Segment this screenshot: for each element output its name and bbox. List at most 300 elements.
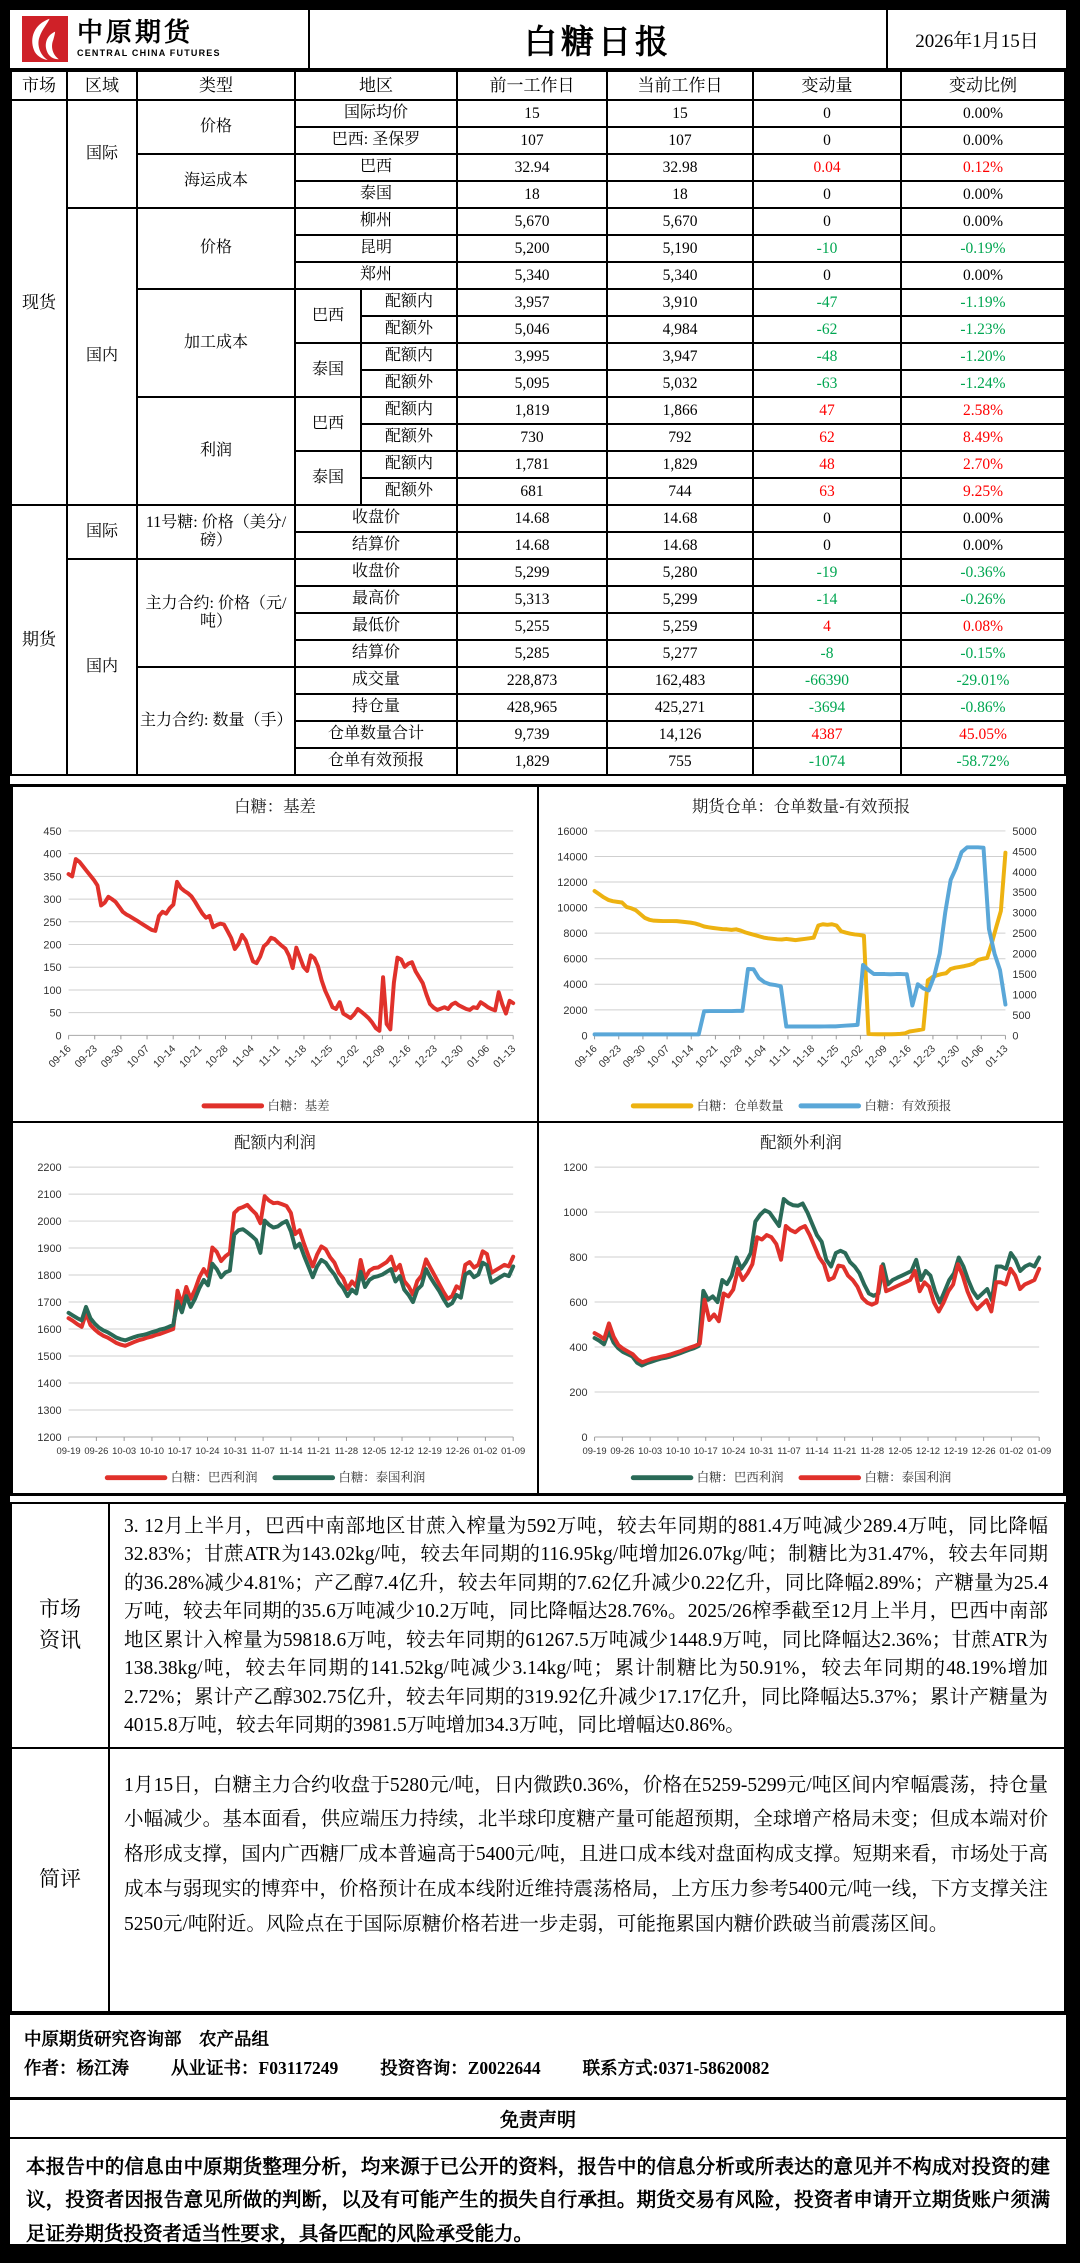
table-label-cell: 主力合约: 价格（元/吨） [137, 559, 295, 667]
svg-text:10-03: 10-03 [638, 1445, 662, 1456]
table-value-cell: 14.68 [457, 532, 607, 559]
svg-text:11-21: 11-21 [833, 1445, 856, 1456]
svg-text:4000: 4000 [563, 979, 587, 991]
table-label-cell: 郑州 [295, 262, 457, 289]
svg-text:12-23: 12-23 [413, 1043, 440, 1070]
table-label-cell: 结算价 [295, 532, 457, 559]
disclaimer-text: 本报告中的信息由中原期货整理分析，均来源于已公开的资料，报告中的信息分析或所表达的意见并不构成对投资的建议，投资者因报告意见所做的判断，以及有可能产生的损失自行承担。期货交易有风险，投资者申请开立期货账户须满足证券期货投资者适当性要求，具备匹配的风险承受能力。 [10, 2139, 1066, 2263]
table-value-cell: 14.68 [607, 505, 753, 532]
table-value-cell: 5,255 [457, 613, 607, 640]
table-value-cell: 4387 [753, 721, 901, 748]
table-value-cell: 5,285 [457, 640, 607, 667]
chart-svg [13, 1123, 537, 1493]
chart-svg [539, 1123, 1063, 1493]
svg-text:0: 0 [582, 1030, 588, 1042]
svg-text:11-25: 11-25 [309, 1043, 335, 1069]
svg-text:11-04: 11-04 [743, 1043, 769, 1069]
chart-svg [13, 787, 537, 1121]
svg-text:3500: 3500 [1012, 887, 1036, 899]
svg-text:10-24: 10-24 [721, 1445, 745, 1456]
table-value-cell: 4,984 [607, 316, 753, 343]
svg-text:01-09: 01-09 [501, 1445, 525, 1456]
svg-text:11-04: 11-04 [231, 1043, 257, 1069]
table-value-cell: 0 [753, 127, 901, 154]
table-value-cell: 0.00% [901, 100, 1065, 127]
table-label-cell: 配额内 [361, 397, 457, 424]
table-value-cell: -1.19% [901, 289, 1065, 316]
table-value-cell: 32.94 [457, 154, 607, 181]
svg-text:10-07: 10-07 [646, 1043, 673, 1070]
svg-text:11-21: 11-21 [307, 1445, 330, 1456]
svg-text:2000: 2000 [1012, 949, 1036, 961]
table-value-cell: 14.68 [607, 532, 753, 559]
col-change-pct: 变动比例 [901, 71, 1065, 100]
svg-text:12-23: 12-23 [911, 1043, 938, 1070]
svg-text:0: 0 [582, 1432, 588, 1444]
svg-text:200: 200 [43, 939, 61, 951]
table-value-cell: 63 [753, 478, 901, 505]
table-value-cell: 5,259 [607, 613, 753, 640]
svg-text:4500: 4500 [1012, 846, 1036, 858]
table-label-cell: 泰国 [295, 343, 361, 397]
svg-text:09-16: 09-16 [573, 1043, 600, 1070]
svg-text:1900: 1900 [37, 1243, 61, 1255]
svg-text:白糖：基差: 白糖：基差 [234, 798, 316, 816]
svg-text:400: 400 [569, 1342, 587, 1354]
svg-text:1500: 1500 [1012, 969, 1036, 981]
svg-text:09-30: 09-30 [621, 1043, 648, 1070]
table-row [11, 397, 1065, 424]
svg-text:350: 350 [43, 871, 61, 883]
table-row [11, 505, 1065, 532]
table-value-cell: 755 [607, 748, 753, 775]
table-value-cell: 4 [753, 613, 901, 640]
contact-item: 作者：杨江涛 [24, 2058, 129, 2078]
table-value-cell: 47 [753, 397, 901, 424]
table-label-cell: 配额外 [361, 370, 457, 397]
logo [10, 10, 310, 68]
table-label-cell: 巴西: 圣保罗 [295, 127, 457, 154]
table-value-cell: -0.26% [901, 586, 1065, 613]
table-value-cell: 5,277 [607, 640, 753, 667]
svg-text:11-25: 11-25 [815, 1043, 841, 1069]
svg-text:12000: 12000 [557, 877, 587, 889]
table-value-cell: 425,271 [607, 694, 753, 721]
svg-text:300: 300 [43, 894, 61, 906]
svg-text:1200: 1200 [37, 1432, 61, 1444]
comment-section [12, 1747, 1064, 2011]
table-value-cell: 228,873 [457, 667, 607, 694]
svg-text:09-23: 09-23 [73, 1043, 100, 1070]
table-label-cell: 配额内 [361, 343, 457, 370]
table-label-cell: 海运成本 [137, 154, 295, 208]
table-value-cell: 1,829 [457, 748, 607, 775]
table-value-cell: 5,200 [457, 235, 607, 262]
svg-text:12-12: 12-12 [916, 1445, 940, 1456]
comment-text: 1月15日，白糖主力合约收盘于5280元/吨，日内微跌0.36%，价格在5259-5299元/吨区间内窄幅震荡，持仓量小幅减少。基本面看，供应端压力持续，北半球印度糖产量可能超预期，全球增产格局未变；但成本端对价格形成支撑，国内广西糖厂成本普遍高于5400元/吨，且进口成本线对盘面构成支撑。短期来看，市场处于高成本与弱现实的博弈中，价格预计在成本线附近维持震荡格局，上方压力参考5400元/吨一线，下方支撑关注5250元/吨附近。风险点在于国际原糖价格若进一步走弱，可能拖累国内糖价跌破当前震荡区间。 [110, 1749, 1064, 2011]
table-label-cell: 柳州 [295, 208, 457, 235]
table-value-cell: 0 [753, 532, 901, 559]
table-value-cell: 730 [457, 424, 607, 451]
table-value-cell: -1.23% [901, 316, 1065, 343]
svg-text:2000: 2000 [37, 1216, 61, 1228]
disclaimer-title: 免责声明 [10, 2097, 1066, 2139]
svg-text:09-19: 09-19 [57, 1445, 81, 1456]
comment-label: 简评 [12, 1749, 110, 2011]
svg-text:1600: 1600 [37, 1324, 61, 1336]
svg-text:01-02: 01-02 [999, 1445, 1023, 1456]
svg-text:14000: 14000 [557, 851, 587, 863]
svg-text:2000: 2000 [563, 1005, 587, 1017]
svg-text:12-05: 12-05 [888, 1445, 912, 1456]
table-value-cell: 2.70% [901, 451, 1065, 478]
svg-text:白糖：有效预报: 白糖：有效预报 [865, 1098, 952, 1113]
table-label-cell: 最低价 [295, 613, 457, 640]
svg-text:400: 400 [43, 849, 61, 861]
table-label-cell: 国际 [67, 100, 137, 208]
svg-text:10-21: 10-21 [694, 1043, 721, 1070]
table-label-cell: 主力合约: 数量（手） [137, 667, 295, 775]
table-value-cell: 1,829 [607, 451, 753, 478]
table-value-cell: 1,781 [457, 451, 607, 478]
table-value-cell: -48 [753, 343, 901, 370]
table-value-cell: -1.20% [901, 343, 1065, 370]
svg-text:1500: 1500 [37, 1351, 61, 1363]
table-row [11, 559, 1065, 586]
svg-text:白糖：泰国利润: 白糖：泰国利润 [865, 1470, 952, 1485]
table-value-cell: -63 [753, 370, 901, 397]
svg-text:5000: 5000 [1012, 826, 1036, 838]
table-value-cell: 162,483 [607, 667, 753, 694]
svg-text:100: 100 [43, 985, 61, 997]
market-info-section [12, 1504, 1064, 1747]
svg-text:09-26: 09-26 [610, 1445, 634, 1456]
table-value-cell: 5,032 [607, 370, 753, 397]
chart-basis [12, 786, 538, 1122]
table-label-cell: 最高价 [295, 586, 457, 613]
logo-cn: 中原期货 [77, 20, 221, 46]
table-value-cell: 0.12% [901, 154, 1065, 181]
chart-svg [539, 787, 1063, 1121]
svg-text:11-11: 11-11 [257, 1043, 283, 1069]
table-value-cell: -0.86% [901, 694, 1065, 721]
table-label-cell: 国际均价 [295, 100, 457, 127]
logo-text [77, 20, 221, 58]
svg-text:01-09: 01-09 [1027, 1445, 1051, 1456]
table-value-cell: 9.25% [901, 478, 1065, 505]
table-label-cell: 巴西 [295, 397, 361, 451]
col-change: 变动量 [753, 71, 901, 100]
svg-text:10-10: 10-10 [666, 1445, 690, 1456]
company-logo-icon [22, 16, 68, 62]
svg-text:3000: 3000 [1012, 908, 1036, 920]
svg-text:11-11: 11-11 [768, 1043, 794, 1069]
table-value-cell: -0.19% [901, 235, 1065, 262]
table-value-cell: -14 [753, 586, 901, 613]
table-value-cell: 5,313 [457, 586, 607, 613]
table-row [11, 154, 1065, 181]
table-value-cell: 0.00% [901, 532, 1065, 559]
table-value-cell: 5,340 [457, 262, 607, 289]
svg-text:10-07: 10-07 [126, 1043, 153, 1070]
table-row [11, 667, 1065, 694]
svg-text:10-17: 10-17 [168, 1445, 192, 1456]
market-info-label: 市场资讯 [12, 1504, 110, 1747]
svg-text:12-09: 12-09 [361, 1043, 388, 1070]
svg-text:1800: 1800 [37, 1270, 61, 1282]
table-value-cell: 8.49% [901, 424, 1065, 451]
svg-text:1300: 1300 [37, 1405, 61, 1417]
table-row [11, 100, 1065, 127]
col-type: 类型 [137, 71, 295, 100]
table-value-cell: 3,910 [607, 289, 753, 316]
table-value-cell: 107 [457, 127, 607, 154]
table-value-cell: 5,280 [607, 559, 753, 586]
page-title: 白糖日报 [310, 10, 886, 68]
svg-text:配额外利润: 配额外利润 [760, 1134, 842, 1152]
contact-author-line [24, 2054, 1052, 2083]
table-value-cell: -62 [753, 316, 901, 343]
svg-text:白糖：泰国利润: 白糖：泰国利润 [339, 1470, 426, 1485]
table-label-cell: 配额外 [361, 478, 457, 505]
svg-text:1700: 1700 [37, 1297, 61, 1309]
table-value-cell: 5,299 [607, 586, 753, 613]
svg-text:1000: 1000 [563, 1207, 587, 1219]
table-value-cell: 5,299 [457, 559, 607, 586]
table-value-cell: 5,095 [457, 370, 607, 397]
svg-text:12-30: 12-30 [936, 1043, 963, 1070]
table-label-cell: 仓单数量合计 [295, 721, 457, 748]
svg-text:11-18: 11-18 [283, 1043, 309, 1069]
svg-text:4000: 4000 [1012, 867, 1036, 879]
table-value-cell: 0.00% [901, 505, 1065, 532]
table-value-cell: 2.58% [901, 397, 1065, 424]
svg-text:12-30: 12-30 [439, 1043, 466, 1070]
table-value-cell: 14.68 [457, 505, 607, 532]
charts-grid [10, 784, 1066, 1496]
table-value-cell: 0.00% [901, 262, 1065, 289]
svg-text:12-12: 12-12 [390, 1445, 414, 1456]
svg-text:11-28: 11-28 [861, 1445, 884, 1456]
svg-text:10-24: 10-24 [195, 1445, 219, 1456]
svg-text:800: 800 [569, 1252, 587, 1264]
col-region: 区域 [67, 71, 137, 100]
svg-text:01-13: 01-13 [492, 1043, 519, 1070]
svg-text:11-07: 11-07 [777, 1445, 800, 1456]
report-page [8, 8, 1068, 2246]
table-label-cell: 价格 [137, 100, 295, 154]
table-value-cell: 744 [607, 478, 753, 505]
table-label-cell: 巴西 [295, 289, 361, 343]
svg-text:白糖：仓单数量: 白糖：仓单数量 [697, 1098, 784, 1113]
table-label-cell: 泰国 [295, 451, 361, 505]
svg-text:白糖：巴西利润: 白糖：巴西利润 [171, 1470, 258, 1485]
svg-text:450: 450 [43, 826, 61, 838]
table-label-cell: 配额内 [361, 451, 457, 478]
svg-text:10-31: 10-31 [749, 1445, 773, 1456]
chart-out-quota-profit [538, 1122, 1064, 1494]
col-curr-day: 当前工作日 [607, 71, 753, 100]
col-market: 市场 [11, 71, 67, 100]
table-label-cell: 成交量 [295, 667, 457, 694]
svg-text:12-05: 12-05 [362, 1445, 386, 1456]
table-value-cell: 3,995 [457, 343, 607, 370]
table-value-cell: 32.98 [607, 154, 753, 181]
svg-text:6000: 6000 [563, 954, 587, 966]
svg-text:12-26: 12-26 [446, 1445, 470, 1456]
table-value-cell: -3694 [753, 694, 901, 721]
svg-text:01-02: 01-02 [473, 1445, 497, 1456]
table-value-cell: 3,947 [607, 343, 753, 370]
svg-text:250: 250 [43, 917, 61, 929]
table-value-cell: 48 [753, 451, 901, 478]
table-value-cell: 45.05% [901, 721, 1065, 748]
table-label-cell: 仓单有效预报 [295, 748, 457, 775]
svg-text:10-14: 10-14 [152, 1043, 179, 1070]
table-value-cell: 428,965 [457, 694, 607, 721]
table-value-cell: -47 [753, 289, 901, 316]
svg-text:0: 0 [1012, 1030, 1018, 1042]
svg-text:11-28: 11-28 [335, 1445, 358, 1456]
table-value-cell: -58.72% [901, 748, 1065, 775]
table-value-cell: 0 [753, 505, 901, 532]
table-label-cell: 结算价 [295, 640, 457, 667]
table-value-cell: 792 [607, 424, 753, 451]
svg-text:50: 50 [49, 1008, 61, 1020]
table-label-cell: 现货 [11, 100, 67, 505]
svg-text:12-09: 12-09 [863, 1043, 890, 1070]
svg-text:01-13: 01-13 [984, 1043, 1011, 1070]
table-value-cell: 0 [753, 181, 901, 208]
svg-text:11-07: 11-07 [251, 1445, 274, 1456]
svg-text:2200: 2200 [37, 1162, 61, 1174]
svg-text:12-16: 12-16 [887, 1043, 914, 1070]
svg-text:10-03: 10-03 [112, 1445, 136, 1456]
svg-text:09-23: 09-23 [597, 1043, 624, 1070]
table-value-cell: 62 [753, 424, 901, 451]
table-label-cell: 巴西 [295, 154, 457, 181]
table-value-cell: 681 [457, 478, 607, 505]
svg-text:12-19: 12-19 [418, 1445, 442, 1456]
table-value-cell: -0.15% [901, 640, 1065, 667]
table-value-cell: 5,046 [457, 316, 607, 343]
svg-text:16000: 16000 [557, 826, 587, 838]
table-label-cell: 泰国 [295, 181, 457, 208]
svg-text:10-17: 10-17 [694, 1445, 718, 1456]
svg-text:10-31: 10-31 [223, 1445, 247, 1456]
report-header [10, 10, 1066, 70]
svg-text:0: 0 [56, 1030, 62, 1042]
svg-text:01-06: 01-06 [466, 1043, 493, 1070]
table-value-cell: 0.04 [753, 154, 901, 181]
svg-text:白糖：基差: 白糖：基差 [268, 1098, 330, 1113]
svg-text:2100: 2100 [37, 1189, 61, 1201]
contact-item: 从业证书：F03117249 [171, 2058, 338, 2078]
svg-text:01-06: 01-06 [960, 1043, 987, 1070]
svg-text:10-10: 10-10 [140, 1445, 164, 1456]
table-value-cell: 1,866 [607, 397, 753, 424]
table-value-cell: -19 [753, 559, 901, 586]
svg-text:12-02: 12-02 [839, 1043, 866, 1070]
table-value-cell: -0.36% [901, 559, 1065, 586]
svg-text:1200: 1200 [563, 1162, 587, 1174]
table-row [11, 289, 1065, 316]
table-label-cell: 11号糖: 价格（美分/磅） [137, 505, 295, 559]
table-label-cell: 国内 [67, 208, 137, 505]
table-value-cell: 9,739 [457, 721, 607, 748]
table-value-cell: 1,819 [457, 397, 607, 424]
table-label-cell: 配额内 [361, 289, 457, 316]
table-value-cell: 0 [753, 262, 901, 289]
table-label-cell: 配额外 [361, 316, 457, 343]
info-sections [10, 1502, 1066, 2013]
svg-text:500: 500 [1012, 1010, 1030, 1022]
table-value-cell: 5,340 [607, 262, 753, 289]
svg-text:09-26: 09-26 [84, 1445, 108, 1456]
contact-item: 投资咨询：Z0022644 [380, 2058, 540, 2078]
table-label-cell: 价格 [137, 208, 295, 289]
svg-text:期货仓单：仓单数量-有效预报: 期货仓单：仓单数量-有效预报 [692, 797, 910, 816]
svg-text:09-19: 09-19 [583, 1445, 607, 1456]
table-label-cell: 利润 [137, 397, 295, 505]
table-label-cell: 昆明 [295, 235, 457, 262]
svg-text:10-14: 10-14 [670, 1043, 697, 1070]
svg-text:1000: 1000 [1012, 989, 1036, 1001]
table-value-cell: -1.24% [901, 370, 1065, 397]
table-row [11, 208, 1065, 235]
svg-text:8000: 8000 [563, 928, 587, 940]
svg-text:配额内利润: 配额内利润 [234, 1134, 316, 1152]
contact-item: 联系方式:0371-58620082 [583, 2058, 770, 2078]
svg-text:11-14: 11-14 [279, 1445, 302, 1456]
table-value-cell: 15 [607, 100, 753, 127]
table-value-cell: 0.00% [901, 208, 1065, 235]
table-label-cell: 加工成本 [137, 289, 295, 397]
table-value-cell: 5,190 [607, 235, 753, 262]
svg-text:2500: 2500 [1012, 928, 1036, 940]
contact-dept: 中原期货研究咨询部 农产品组 [24, 2025, 1052, 2054]
table-value-cell: -8 [753, 640, 901, 667]
svg-text:600: 600 [569, 1297, 587, 1309]
table-value-cell: 0.00% [901, 127, 1065, 154]
svg-text:10000: 10000 [557, 903, 587, 915]
table-value-cell: -10 [753, 235, 901, 262]
col-prev-day: 前一工作日 [457, 71, 607, 100]
report-date: 2026年1月15日 [886, 10, 1066, 68]
table-value-cell: 15 [457, 100, 607, 127]
table-value-cell: 18 [457, 181, 607, 208]
svg-text:10-28: 10-28 [204, 1043, 231, 1070]
table-label-cell: 收盘价 [295, 559, 457, 586]
table-value-cell: -1074 [753, 748, 901, 775]
table-value-cell: 0.00% [901, 181, 1065, 208]
svg-text:12-19: 12-19 [944, 1445, 968, 1456]
table-value-cell: 5,670 [607, 208, 753, 235]
table-label-cell: 配额外 [361, 424, 457, 451]
col-area: 地区 [295, 71, 457, 100]
svg-text:白糖：巴西利润: 白糖：巴西利润 [697, 1470, 784, 1485]
svg-text:09-30: 09-30 [99, 1043, 126, 1070]
logo-en: CENTRAL CHINA FUTURES [77, 49, 221, 58]
svg-text:12-02: 12-02 [335, 1043, 362, 1070]
chart-in-quota-profit [12, 1122, 538, 1494]
svg-text:10-21: 10-21 [178, 1043, 205, 1070]
svg-text:12-26: 12-26 [972, 1445, 996, 1456]
table-value-cell: -66390 [753, 667, 901, 694]
market-info-text: 3. 12月上半月，巴西中南部地区甘蔗入榨量为592万吨，较去年同期的881.4万吨减少289.4万吨，同比降幅32.83%；甘蔗ATR为143.02kg/吨，较去年同期的116.95kg/吨增加26.07kg/吨；制糖比为31.47%，较去年同期的36.28%减少4.81%；产乙醇7.4亿升，较去年同期的7.62亿升减少0.22亿升，同比降幅2.89%；产糖量为25.4万吨，较去年同期的35.6万吨减少10.2万吨，同比降幅达28.76%。2025/26榨季截至12月上半月，巴西中南部地区累计入榨量为59818.6万吨，较去年同期的61267.5万吨减少1448.9万吨，同比降幅达2.36%；甘蔗ATR为138.38kg/吨，较去年同期的141.52kg/吨减少3.14kg/吨；累计制糖比为50.91%，较去年同期的48.19%增加2.72%；累计产乙醇302.75亿升，较去年同期的319.92亿升减少17.17亿升，同比降幅达5.37%；累计产糖量为4015.8万吨，较去年同期的3981.5万吨增加34.3万吨，同比增幅达0.86%。 [110, 1504, 1064, 1747]
svg-text:09-16: 09-16 [47, 1043, 74, 1070]
svg-text:1400: 1400 [37, 1378, 61, 1390]
